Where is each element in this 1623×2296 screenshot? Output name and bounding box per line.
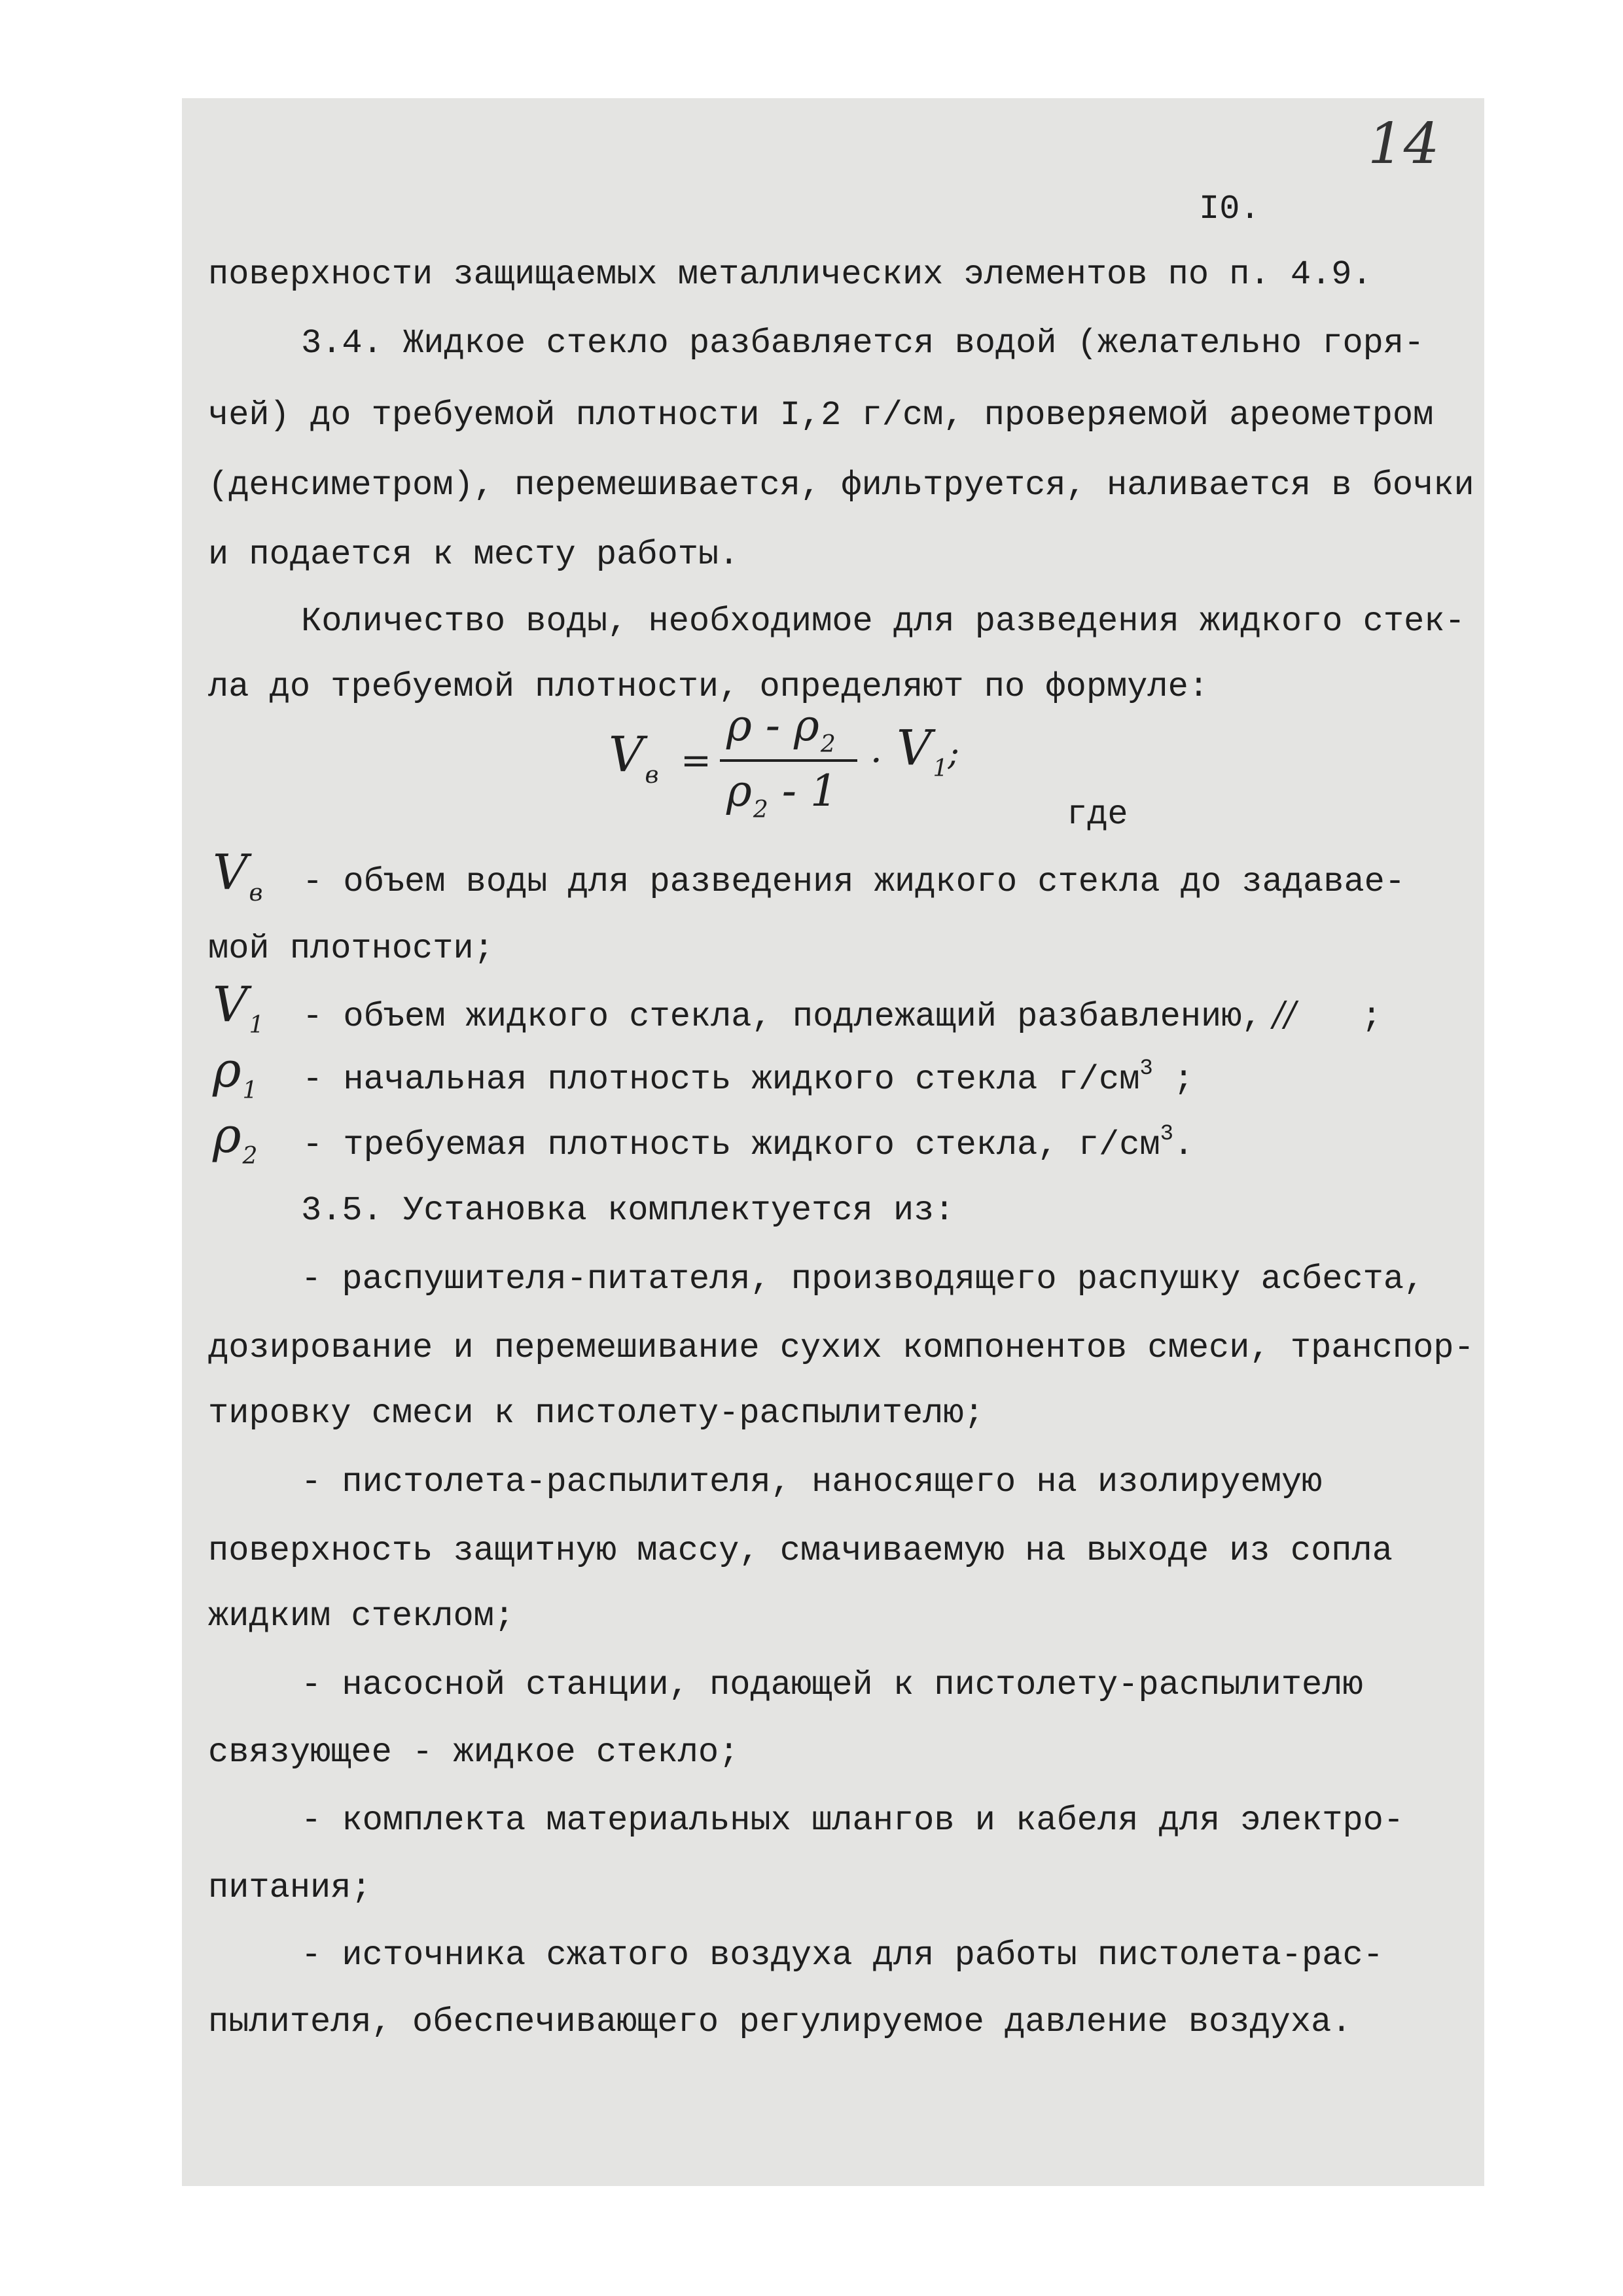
handwritten-sheet-number: 14 [1368,111,1440,177]
fraction-bar [720,759,857,762]
text-line: и подается к месту работы. [208,535,740,574]
definition-text: - начальная плотность жидкого стекла $г/см^3$ ; [302,1056,1194,1099]
text-line: поверхности защищаемых металлических элементов по п. 4.9. [208,255,1372,294]
text-line: - источника сжатого воздуха для работы пистолета-рас- [301,1936,1383,1975]
text-line: - комплекта материальных шлангов и кабеля для электро- [301,1801,1404,1840]
definition-symbol: $\rho_1$ [213,1042,258,1104]
text-line: - распушителя-питателя, производящего распушку асбеста, [301,1260,1425,1299]
definition-symbol: $V_в$ [213,844,263,906]
text-line: чей) до требуемой плотности I,2 г/см, проверяемой ареометром [208,396,1434,435]
page-number: I0. [1199,190,1260,228]
text-line: (денсиметром), перемешивается, фильтруется, наливается в бочки [208,466,1474,505]
formula-equals: = [681,740,711,782]
text-line: дозирование и перемешивание сухих компонентов смеси, транспор- [208,1329,1474,1367]
text-line: связующее - жидкое стекло; [208,1733,740,1772]
text-line: ла до требуемой плотности, определяют по формуле: [208,668,1209,706]
text-line: поверхность защитную массу, смачиваемую на выходе из сопла [208,1532,1393,1570]
formula-numerator: ρ - $\rho_2$ [726,700,836,758]
definition-text: - требуемая плотность жидкого стекла, $г/см^3$. [302,1122,1194,1164]
definition-text: мой плотности; [208,929,494,968]
formula-rhs: $V_1$; [897,720,959,782]
text-line: питания; [208,1869,372,1907]
definition-symbol: $V_1$ [213,977,264,1039]
text-line: Количество воды, необходимое для разведения жидкого стек- [301,602,1465,641]
text-line: жидким стеклом; [208,1597,515,1636]
text-line: 3.5. Установка комплектуется из: [301,1191,955,1230]
formula-denominator: $\rho_2 - 1$ [726,766,838,823]
definition-text: - объем воды для разведения жидкого стекла до задавае- [302,863,1406,901]
formula-multiply: · [870,740,882,782]
definition-text: - объем жидкого стекла, подлежащий разбавлению, // ; [302,995,1382,1036]
text-line: пылителя, обеспечивающего регулируемое давление воздуха. [208,2003,1352,2041]
where-word: где [1067,795,1128,834]
formula-lhs: $V_в$ [609,726,659,789]
text-line: - насосной станции, подающей к пистолету-распылителю [301,1666,1363,1704]
text-line: тировку смеси к пистолету-распылителю; [208,1394,984,1433]
text-line: - пистолета-распылителя, наносящего на изолируемую [301,1463,1323,1501]
text-line: 3.4. Жидкое стекло разбавляется водой (желательно горя- [301,324,1425,363]
definition-symbol: $\rho_2$ [213,1107,258,1170]
